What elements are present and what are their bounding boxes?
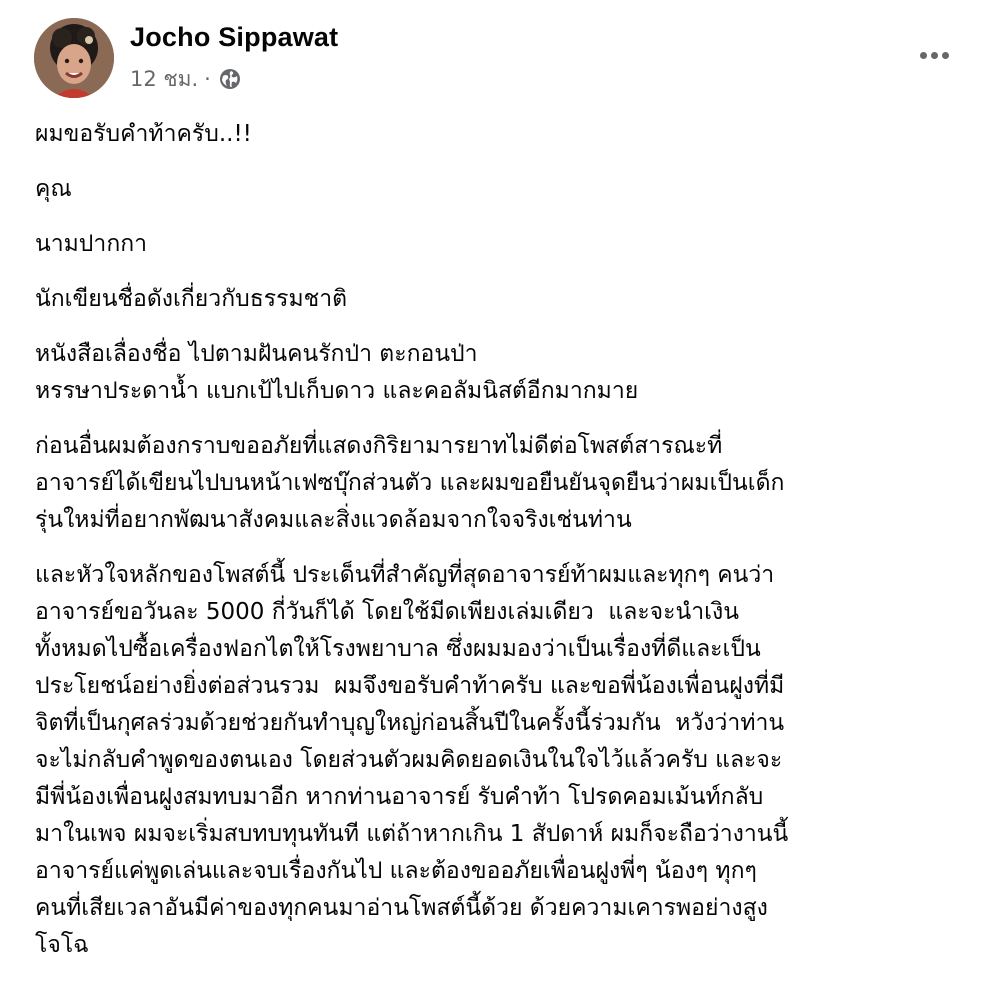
more-options-button[interactable] <box>914 40 954 70</box>
post-header <box>34 18 964 104</box>
post-meta <box>130 64 241 94</box>
meta-separator: · <box>204 67 211 91</box>
globe-icon[interactable] <box>219 68 241 90</box>
post-paragraph: และหัวใจหลักของโพสต์นี้ ประเด็นที่สำคัญที่สุดอาจารย์ท้าผมและทุกๆ คนว่า อาจารย์ขอวันละ 5000 กี่วันก็ได้ โดยใช้มีดเพียงเล่มเดียว และจะนำเงิน ทั้งหมดไปซื้อเครื่องฟอกไตให้โรงพยาบาล ซึ่งผมมองว่าเป็นเรื่องที่ดีและเป็น ประโยชน์อย่างยิ่งต่อส่วนรวม ผมจึงขอรับคำท้าครับ และขอพี่น้องเพื่อนฝูงที่มี จิตที่เป็นกุศลร่วมด้วยช่วยกันทำบุญใหญ่ก่อนสิ้นปีในครั้งนี้ร่วมกัน หวังว่าท่าน จะไม่กลับคำพูดของตนเอง โดยส่วนตัวผมคิดยอดเงินในใจไว้แล้วครับ และจะ มีพี่น้องเพื่อนฝูงสมทบมาอีก หากท่านอาจารย์ รับคำท้า โปรดคอมเม้นท์กลับ มาในเพจ ผมจะเริ่มสบทบทุนทันที แต่ถ้าหากเกิน 1 สัปดาห์ ผมก็จะถือว่างานนี้ อาจารย์แค่พูดเล่นและจบเรื่องกันไป และต้องขออภัยเพื่อนฝูงพี่ๆ น้องๆ ทุกๆ คนที่เสียเวลาอันมีค่าของทุกคนมาอ่านโพสต์นี้ด้วย ด้วยความเคารพอย่างสูง โจโฉ <box>35 562 789 958</box>
post-paragraph: นักเขียนชื่อดังเกี่ยวกับธรรมชาติ <box>35 286 348 312</box>
author-name[interactable]: Jocho Sippawat <box>130 22 339 52</box>
post-paragraph: ผมขอรับคำท้าครับ..!! <box>35 121 252 147</box>
post-paragraph: หนังสือเลื่องชื่อ ไปตามฝันคนรักป่า ตะกอนป่า หรรษาประดาน้ำ แบกเป้ไปเก็บดาว และคอลัมนิสต์อีกมากมาย <box>35 341 639 404</box>
more-horizontal-icon <box>920 52 927 59</box>
post-body <box>35 116 965 982</box>
post-timestamp[interactable]: 12 ชม. <box>130 66 199 91</box>
post-paragraph: คุณ <box>35 176 72 202</box>
post-paragraph: นามปากกา <box>35 231 148 257</box>
post-paragraph: ก่อนอื่นผมต้องกราบขออภัยที่แสดงกิริยามารยาทไม่ดีต่อโพสต์สารณะที่ อาจารย์ได้เขียนไปบนหน้าเฟซบุ๊กส่วนตัว และผมขอยืนยันจุดยืนว่าผมเป็นเด็ก รุ่นใหม่ที่อยากพัฒนาสังคมและสิ่งแวดล้อมจากใจจริงเช่นท่าน <box>35 433 785 533</box>
avatar[interactable] <box>34 18 114 98</box>
avatar-image <box>34 18 114 98</box>
